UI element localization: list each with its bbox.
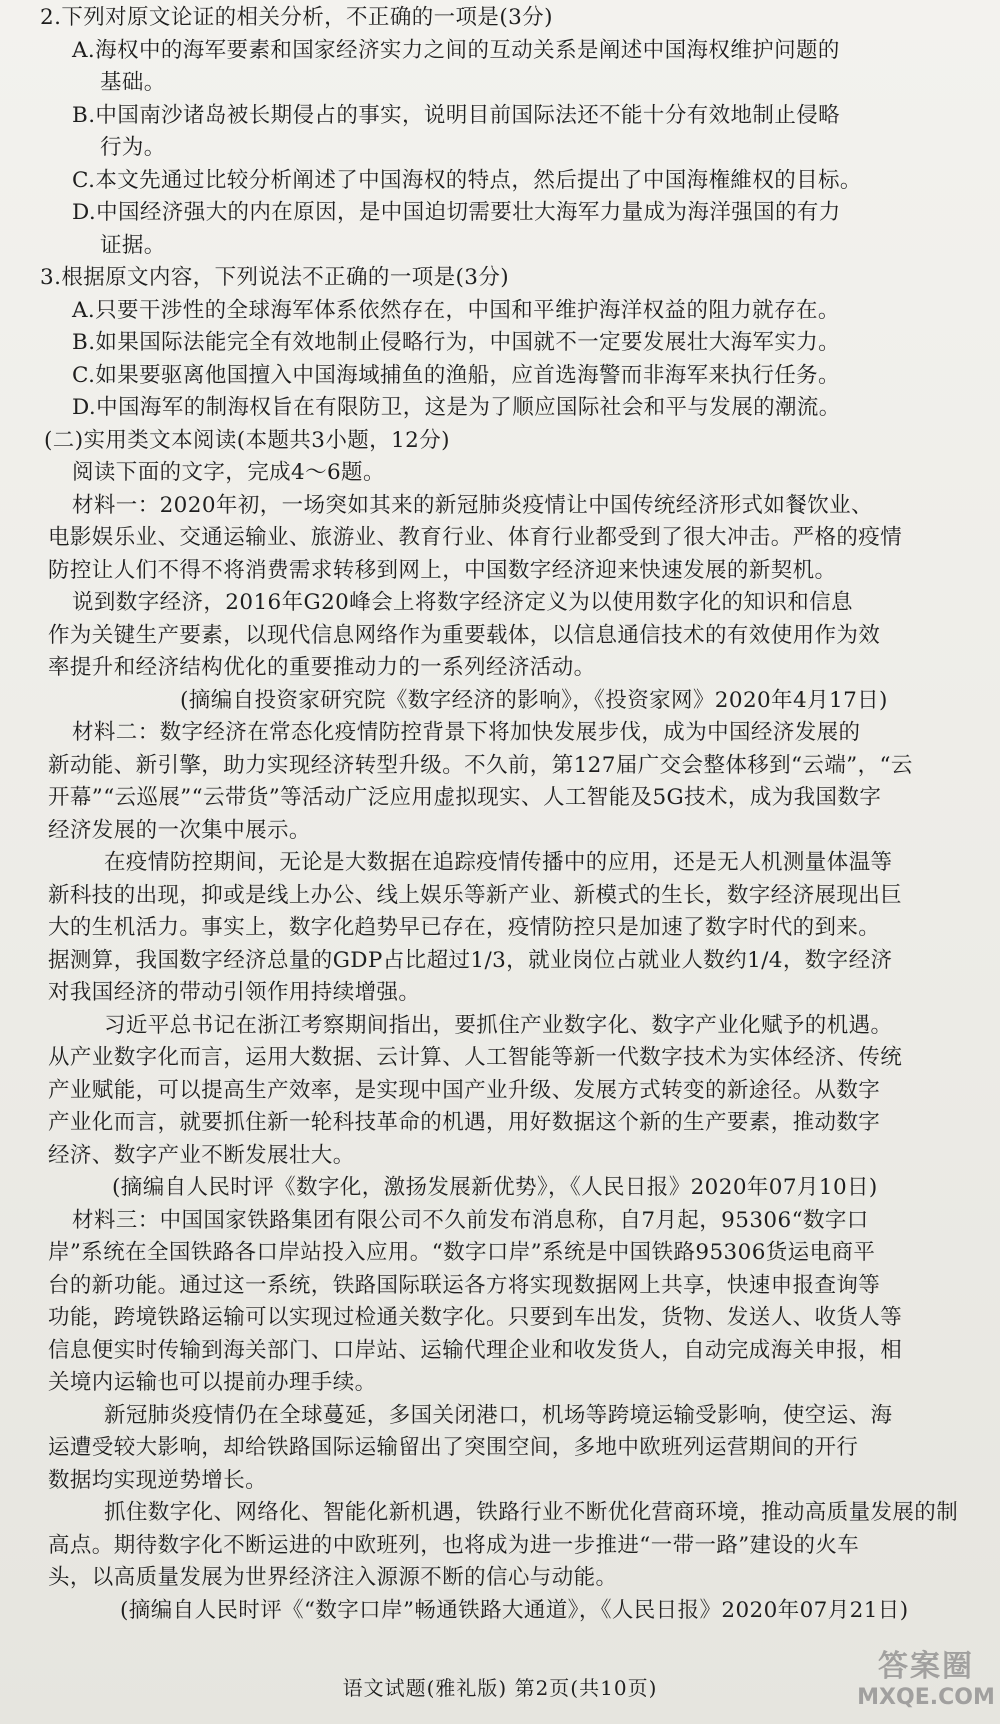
material2-line: 材料二：数字经济在常态化疫情防控背景下将加快发展步伐，成为中国经济发展的 [72, 720, 861, 745]
material3-line: 材料三：中国国家铁路集团有限公司不久前发布消息称，自7月起，95306“数字口 [72, 1207, 869, 1233]
material2-line: 大的生机活力。事实上，数字化趋势早已存在，疫情防控只是加速了数字时代的到来。 [48, 915, 881, 940]
watermark-cn: 答案圈 [878, 1648, 974, 1684]
q3-option-c: C.如果要驱离他国擅入中国海域捕鱼的渔船，应首选海警而非海军来执行任务。 [72, 362, 840, 388]
material2-line: 对我国经济的带动引领作用持续增强。 [48, 980, 421, 1005]
q2-option-b-cont: 行为。 [100, 135, 166, 160]
material2-line: 新动能、新引擎，助力实现经济转型升级。不久前，第127届广交会整体移到“云端”，“云 [48, 752, 913, 778]
material3-line: 岸”系统在全国铁路各口岸站投入应用。“数字口岸”系统是中国铁路95306货运电商平 [48, 1240, 876, 1265]
material3-line: 抓住数字化、网络化、智能化新机遇，铁路行业不断优化营商环境，推动高质量发展的制 [104, 1500, 959, 1525]
material1-line: 材料一：2020年初，一场突如其来的新冠肺炎疫情让中国传统经济形式如餐饮业、 [72, 492, 873, 518]
q3-option-a: A.只要干涉性的全球海军体系依然存在，中国和平维护海洋权益的阻力就存在。 [72, 297, 840, 323]
material3-line: 高点。期待数字化不断运进的中欧班列，也将成为进一步推进“一带一路”建设的火车 [48, 1532, 860, 1558]
q2-stem: 2.下列对原文论证的相关分析，不正确的一项是(3分) [40, 5, 553, 30]
material1-line: 率提升和经济结构优化的重要推动力的一系列经济活动。 [48, 655, 596, 680]
q2-option-a-cont: 基础。 [100, 70, 166, 95]
material3-line: 头，以高质量发展为世界经济注入源源不断的信心与动能。 [48, 1565, 618, 1590]
q2-option-c: C.本文先通过比较分析阐述了中国海权的特点，然后提出了中国海権維权的目标。 [72, 167, 862, 193]
page-footer: 语文试题(雅礼版) 第2页(共10页) [342, 1676, 658, 1700]
material2-line: 从产业数字化而言，运用大数据、云计算、人工智能等新一代数字技术为实体经济、传统 [48, 1045, 903, 1070]
material1-line: 作为关键生产要素，以现代信息网络作为重要载体，以信息通信技术的有效使用作为效 [48, 622, 881, 648]
watermark-en: MXQE.COM [857, 1684, 995, 1710]
q3-option-b: B.如果国际法能完全有效地制止侵略行为，中国就不一定要发展壮大海军实力。 [72, 330, 841, 355]
material1-line: 电影娱乐业、交通运输业、旅游业、教育行业、体育行业都受到了很大冲击。严格的疫情 [48, 525, 903, 550]
material2-line: 产业赋能，可以提高生产效率，是实现中国产业升级、发展方式转变的新途径。从数字 [48, 1077, 881, 1103]
q3-option-d: D.中国海军的制海权旨在有限防卫，这是为了顺应国际社会和平与发展的潮流。 [72, 395, 841, 420]
q2-option-b: B.中国南沙诸岛被长期侵占的事实，说明目前国际法还不能十分有效地制止侵略 [72, 102, 841, 128]
material2-line: 经济发展的一次集中展示。 [48, 817, 311, 843]
material3-line: 运遭受较大影响，却给铁路国际运输留出了突围空间，多地中欧班列运营期间的开行 [48, 1435, 859, 1460]
material2-line: 开幕”“云巡展”“云带货”等活动广泛应用虚拟现实、人工智能及5G技术，成为我国数字 [48, 785, 882, 810]
material2-source: (摘编自人民时评《数字化，激扬发展新优势》，《人民日报》2020年07月10日) [112, 1175, 878, 1200]
material3-source: (摘编自人民时评《“数字口岸”畅通铁路大通道》，《人民日报》2020年07月21日) [120, 1597, 909, 1623]
q2-option-d: D.中国经济强大的内在原因，是中国迫切需要壮大海军力量成为海洋强国的有力 [72, 200, 841, 225]
q3-stem: 3.根据原文内容，下列说法不正确的一项是(3分) [40, 265, 510, 290]
material3-line: 功能，跨境铁路运输可以实现过检通关数字化。只要到车出发，货物、发送人、收货人等 [48, 1305, 903, 1330]
q2-option-d-cont: 证据。 [100, 232, 166, 258]
material2-line: 经济、数字产业不断发展壮大。 [48, 1142, 355, 1168]
material2-line: 新科技的出现，抑或是线上办公、线上娱乐等新产业、新模式的生长，数字经济展现出巨 [48, 882, 903, 908]
material3-line: 数据均实现逆势增长。 [48, 1467, 268, 1493]
material2-line: 在疫情防控期间，无论是大数据在追踪疫情传播中的应用，还是无人机测量体温等 [104, 850, 893, 875]
material2-line: 产业化而言，就要抓住新一轮科技革命的机遇，用好数据这个新的生产要素，推动数字 [48, 1110, 881, 1135]
material1-line: 防控让人们不得不将消费需求转移到网上，中国数字经济迎来快速发展的新契机。 [48, 557, 837, 583]
material3-line: 台的新功能。通过这一系统，铁路国际联运各方将实现数据网上共享，快速申报查询等 [48, 1272, 881, 1298]
material1-line: 说到数字经济，2016年G20峰会上将数字经济定义为以使用数字化的知识和信息 [72, 590, 853, 615]
section-instruction: 阅读下面的文字，完成4～6题。 [72, 460, 385, 485]
material2-line: 习近平总书记在浙江考察期间指出，要抓住产业数字化、数字产业化赋予的机遇。 [104, 1012, 893, 1038]
material3-line: 信息便实时传输到海关部门、口岸站、运输代理企业和收发货人，自动完成海关申报，相 [48, 1337, 903, 1363]
section-title: (二)实用类文本阅读(本题共3小题，12分) [44, 427, 450, 453]
q2-option-a: A.海权中的海军要素和国家经济实力之间的互动关系是阐述中国海权维护问题的 [72, 37, 840, 63]
material3-line: 关境内运输也可以提前办理手续。 [48, 1370, 377, 1395]
material1-source: (摘编自投资家研究院《数字经济的影响》，《投资家网》2020年4月17日) [180, 687, 888, 713]
material2-line: 据测算，我国数字经济总量的GDP占比超过1/3，就业岗位占就业人数约1/4，数字经济 [48, 947, 893, 973]
site-watermark [857, 1632, 995, 1718]
material3-line: 新冠肺炎疫情仍在全球蔓延，多国关闭港口，机场等跨境运输受影响，使空运、海 [104, 1402, 893, 1428]
